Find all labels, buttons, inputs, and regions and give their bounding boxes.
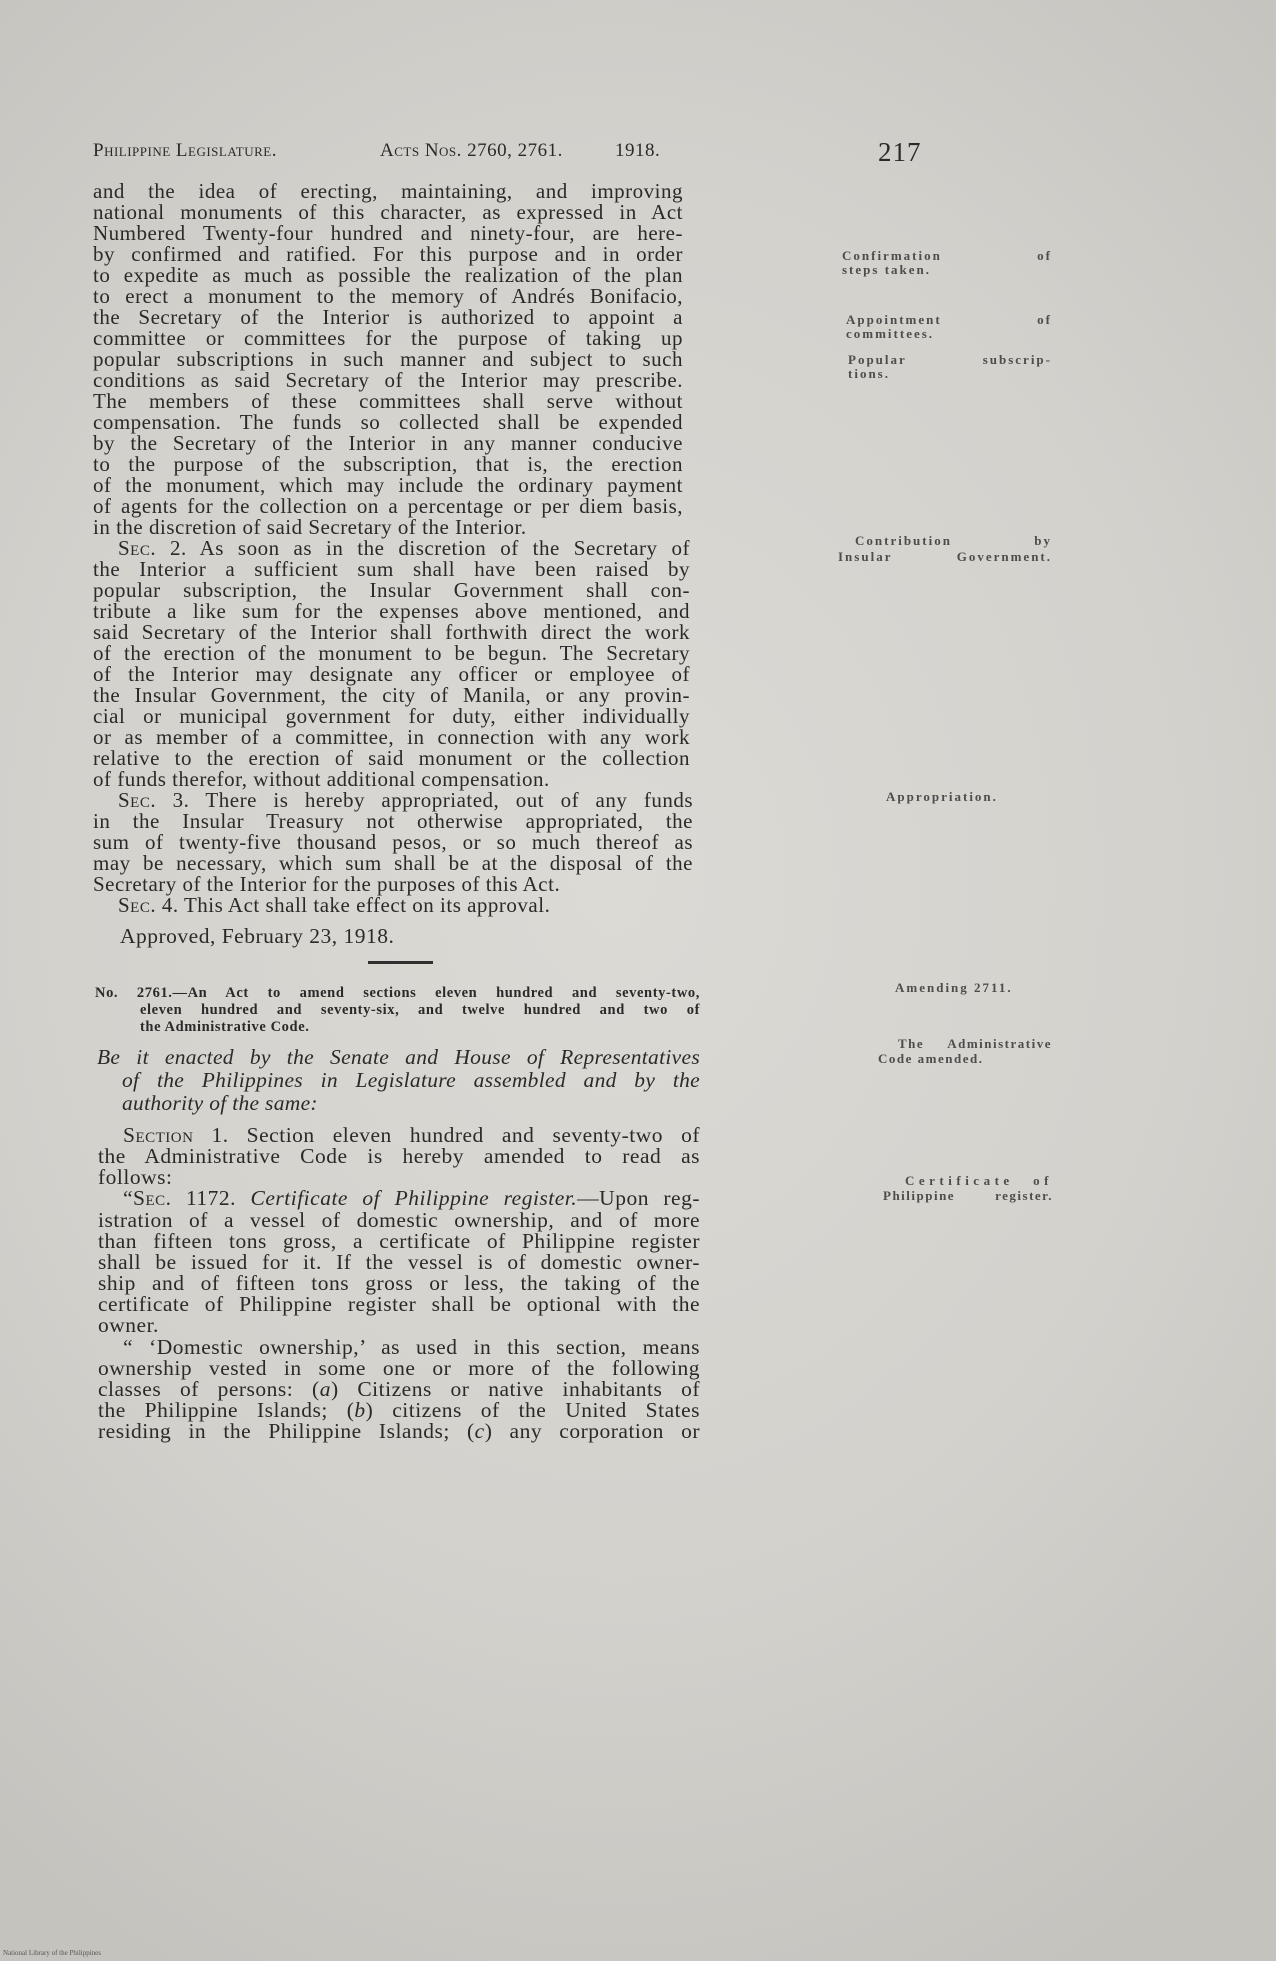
margin-note-line: Popular subscrip- xyxy=(848,352,1052,367)
margin-note-line: Certificate of xyxy=(905,1173,1053,1188)
text-line: Numbered Twenty-four hundred and ninety-four, are here- xyxy=(93,221,683,245)
text-line: popular subscriptions in such manner and subject to such xyxy=(93,347,683,371)
text-line: to expedite as much as possible the realization of the plan xyxy=(93,263,683,287)
text-line: tribute a like sum for the expenses above mentioned, and xyxy=(93,599,690,623)
text-line: to erect a monument to the memory of Andrés Bonifacio, xyxy=(93,284,683,308)
section-text: Section eleven hundred and seventy-two of xyxy=(246,1123,700,1147)
text-line: the Administrative Code. xyxy=(140,1019,310,1035)
margin-note-line: Insular Government. xyxy=(838,549,1052,564)
text-line: ship and of fifteen tons gross or less, the taking of the xyxy=(98,1271,700,1296)
margin-note-line: steps taken. xyxy=(842,262,932,277)
text-line xyxy=(98,1421,700,1442)
margin-note-line: Appropriation. xyxy=(886,789,998,804)
text-line: popular subscription, the Insular Government shall con- xyxy=(93,578,690,602)
text-line: Secretary of the Interior for the purposes of this Act. xyxy=(93,872,561,896)
act-2760-section-3 xyxy=(93,790,693,895)
source-credit: National Library of the Philippines xyxy=(3,1949,101,1957)
margin-note-line: Philippine register. xyxy=(883,1188,1053,1203)
text-line: compensation. The funds so collected shall be expended xyxy=(93,410,683,434)
text-line: the Secretary of the Interior is authorized to appoint a xyxy=(93,305,683,329)
act-2760-section-2 xyxy=(93,538,690,790)
margin-note-appointment xyxy=(846,313,1052,341)
margin-note-code-amended xyxy=(878,1036,1052,1066)
text-segment: ) Citizens or native inhabitants of xyxy=(330,1376,700,1401)
text-line: of the Interior may designate any officer or employee of xyxy=(93,662,690,686)
text-line: sum of twenty-five thousand pesos, or so much thereof as xyxy=(93,830,693,854)
section-label: Sec. 3. xyxy=(118,788,190,812)
text-line: of the erection of the monument to be begun. The Secretary xyxy=(93,641,690,665)
text-line: the Insular Government, the city of Manila, or any provin- xyxy=(93,683,690,707)
act-2760-closing-paragraph xyxy=(93,181,683,538)
text-line: eleven hundred and seventy-six, and twelve hundred and two of xyxy=(140,1002,700,1018)
margin-note-line: Contribution by xyxy=(855,533,1052,548)
text-line: than fifteen tons gross, a certificate of Philippine register xyxy=(98,1228,700,1253)
text-line: shall be issued for it. If the vessel is of domestic owner- xyxy=(98,1249,700,1274)
act-2760-section-4 xyxy=(93,895,693,916)
section-label: Section 1. xyxy=(123,1123,229,1147)
margin-note-appropriation xyxy=(886,790,1046,804)
margin-note-line: Appointment of xyxy=(846,312,1052,327)
act-separator-rule xyxy=(368,961,433,964)
margin-note-certificate xyxy=(883,1173,1053,1203)
margin-note-confirmation xyxy=(842,249,1052,277)
margin-note-line: committees. xyxy=(846,326,935,341)
text-segment: classes of persons: ( xyxy=(98,1376,320,1401)
act-2761-title xyxy=(95,985,700,1036)
text-line: authority of the same: xyxy=(122,1091,318,1115)
text-line: of the Philippines in Legislature assembled and by the xyxy=(122,1068,700,1092)
section-label: Sec. 2. xyxy=(118,536,187,560)
section-text: As soon as in the discretion of the Secretary of xyxy=(199,536,690,560)
margin-note-line: Amending 2711. xyxy=(895,980,1013,995)
clause-letter: b xyxy=(354,1398,366,1423)
text-line: the Interior a sufficient sum shall have been raised by xyxy=(93,557,690,581)
text-line: national monuments of this character, as expressed in Act xyxy=(93,200,683,224)
text-line: or as member of a committee, in connection with any work xyxy=(93,725,690,749)
section-text: This Act shall take effect on its approval. xyxy=(183,893,551,917)
text-line: said Secretary of the Interior shall forthwith direct the work xyxy=(93,620,690,644)
text-line: in the Insular Treasury not otherwise appropriated, the xyxy=(93,809,693,833)
section-label: Sec. 4. xyxy=(118,893,179,917)
text-line: the Administrative Code is hereby amended to read as xyxy=(98,1144,700,1169)
text-segment: residing in the Philippine Islands; ( xyxy=(98,1419,475,1444)
text-line: of agents for the collection on a percentage or per diem basis, xyxy=(93,494,683,518)
margin-note-amending xyxy=(895,981,1055,995)
text-line: to the purpose of the subscription, that is, the erection xyxy=(93,452,683,476)
section-text: There is hereby appropriated, out of any funds xyxy=(205,788,693,812)
margin-note-line: Code amended. xyxy=(878,1051,984,1066)
text-line: owner. xyxy=(98,1313,159,1338)
text-line: of the monument, which may include the ordinary payment xyxy=(93,473,683,497)
text-line xyxy=(98,1125,700,1146)
text-line: No. 2761.—An Act to amend sections eleven hundred and seventy-two, xyxy=(95,985,700,1001)
margin-note-line: Confirmation of xyxy=(842,248,1052,263)
text-line: “ ‘Domestic ownership,’ as used in this section, means xyxy=(123,1334,700,1359)
text-segment: the Philippine Islands; ( xyxy=(98,1398,355,1423)
text-line: ownership vested in some one or more of the following xyxy=(98,1355,700,1380)
text-segment: ) any corporation or xyxy=(484,1419,700,1444)
text-line xyxy=(93,895,693,916)
text-line: cial or municipal government for duty, either individually xyxy=(93,704,690,728)
text-line xyxy=(93,790,693,811)
text-line: and the idea of erecting, maintaining, and improving xyxy=(93,179,683,203)
text-line: by confirmed and ratified. For this purpose and in order xyxy=(93,242,683,266)
margin-note-contribution xyxy=(838,533,1052,565)
text-line: may be necessary, which sum shall be at the disposal of the xyxy=(93,851,693,875)
section-text: —Upon reg- xyxy=(577,1186,701,1211)
margin-note-line: The Administrative xyxy=(898,1036,1052,1051)
text-line: in the discretion of said Secretary of the Interior. xyxy=(93,515,527,539)
section-label: “Sec. 1172. xyxy=(123,1186,237,1211)
text-line xyxy=(93,538,690,559)
text-line: of funds therefor, without additional compensation. xyxy=(93,767,550,791)
act-2761-body xyxy=(98,1125,700,1442)
text-segment: ) citizens of the United States xyxy=(365,1398,701,1423)
section-heading: Certificate of Philippine register. xyxy=(250,1186,578,1211)
approval-date: Approved, February 23, 1918. xyxy=(120,924,395,948)
running-head-year: 1918. xyxy=(615,140,661,161)
clause-letter: a xyxy=(319,1376,331,1401)
text-line: The members of these committees shall serve without xyxy=(93,389,683,413)
text-line: follows: xyxy=(98,1165,173,1190)
margin-note-popular-subscriptions xyxy=(848,353,1052,381)
text-line: Be it enacted by the Senate and House of Representatives xyxy=(97,1045,700,1069)
running-head-title: Philippine Legislature. xyxy=(93,140,277,161)
margin-note-line: tions. xyxy=(848,366,890,381)
text-line: relative to the erection of said monument or the collection xyxy=(93,746,690,770)
text-line xyxy=(98,1188,700,1209)
running-head-acts: Acts Nos. 2760, 2761. xyxy=(380,140,563,161)
enacting-clause xyxy=(97,1046,700,1115)
page-number: 217 xyxy=(878,137,922,167)
clause-letter: c xyxy=(474,1419,485,1444)
text-line: by the Secretary of the Interior in any manner conducive xyxy=(93,431,683,455)
text-line: committee or committees for the purpose of taking up xyxy=(93,326,683,350)
text-line xyxy=(98,1400,700,1421)
text-line xyxy=(98,1376,700,1401)
text-line: istration of a vessel of domestic ownership, and of more xyxy=(98,1207,700,1232)
text-line: certificate of Philippine register shall be optional with the xyxy=(98,1292,700,1317)
text-line: conditions as said Secretary of the Interior may prescribe. xyxy=(93,368,683,392)
